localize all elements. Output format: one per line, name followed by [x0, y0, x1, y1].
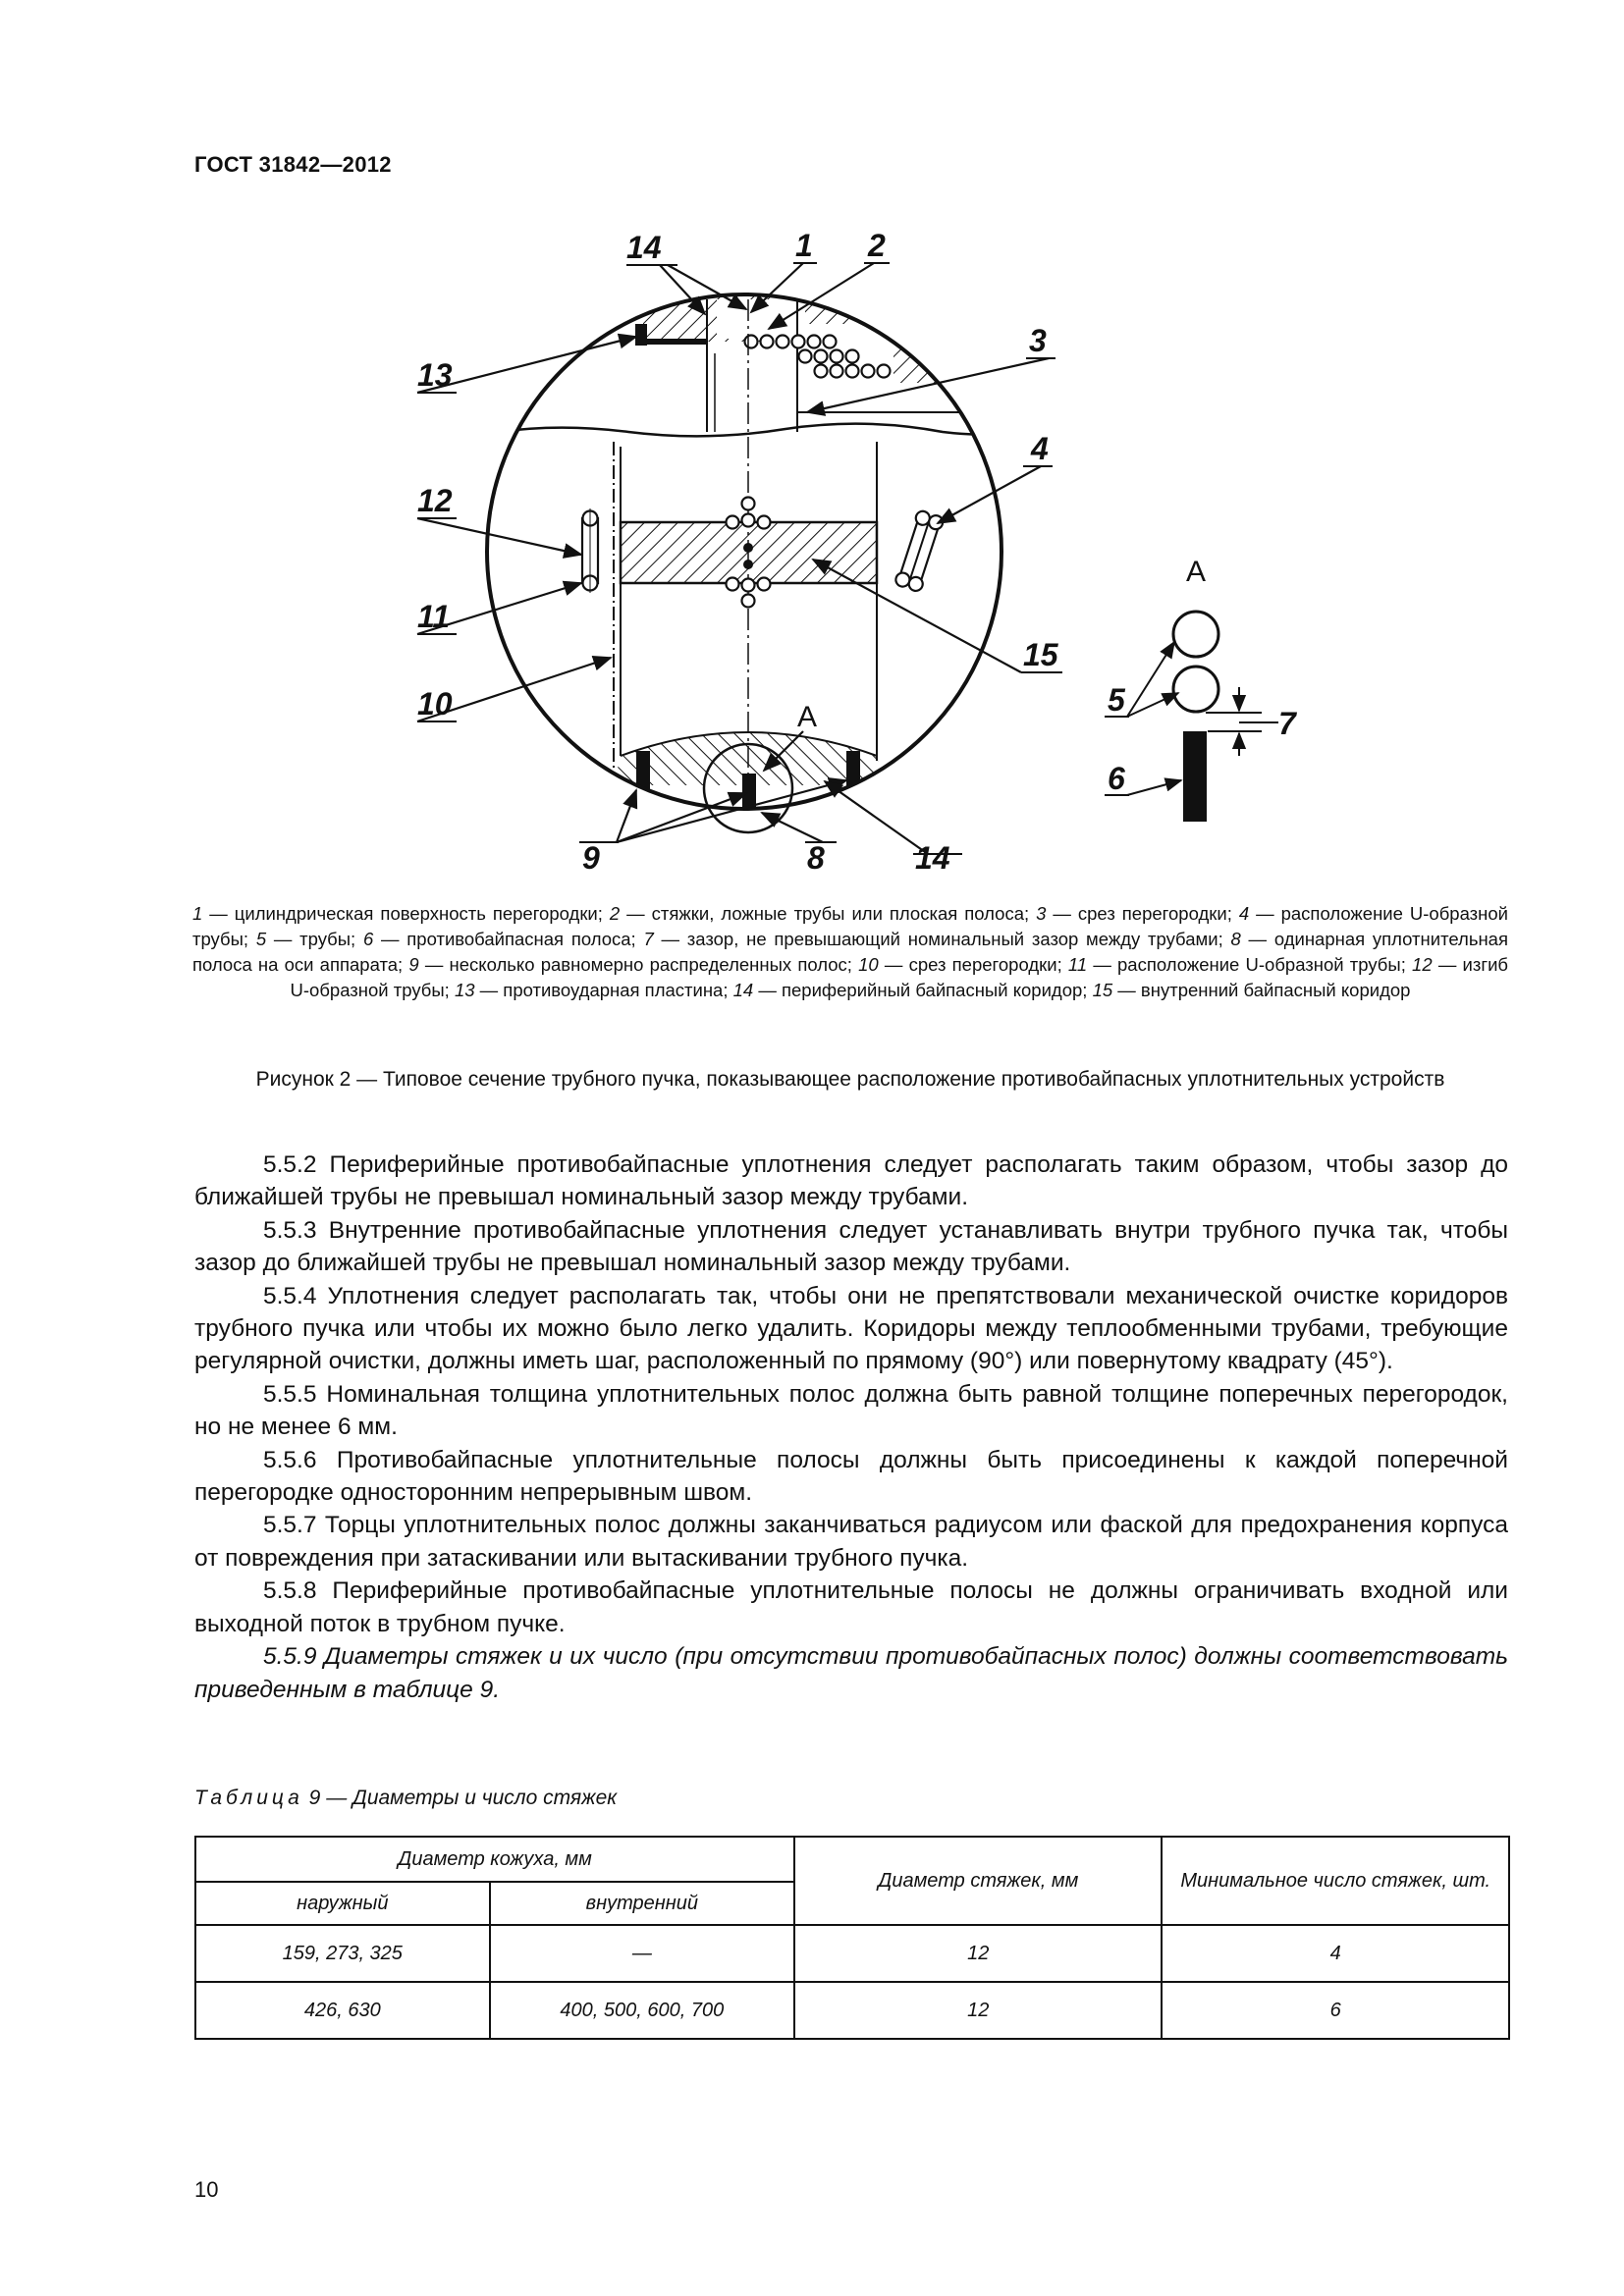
legend-text: — трубы; [266, 929, 363, 949]
table-9 [194, 1836, 1510, 2040]
header-outer: наружный [195, 1882, 490, 1925]
legend-text: — срез перегородки; [878, 954, 1068, 975]
detail-tube-upper [1173, 612, 1218, 657]
legend-text: — срез перегородки; [1046, 903, 1239, 924]
legend-number: 9 [408, 954, 419, 975]
legend-number: 6 [362, 929, 374, 949]
callout-11: 11 [417, 599, 451, 634]
cell-min-count: 4 [1162, 1925, 1509, 1982]
figure-legend [192, 901, 1508, 1003]
legend-number: 11 [1067, 954, 1088, 975]
callout-14-top: 14 [626, 230, 662, 265]
legend-number: 3 [1036, 903, 1047, 924]
header-inner: внутренний [490, 1882, 795, 1925]
table-title [194, 1787, 617, 1810]
paragraph: 5.5.6 Противобайпасные уплотнительные полосы должны быть присоединены к каждой поперечной перегородке односторонним непрерывным швом. [194, 1446, 1508, 1507]
callout-9: 9 [582, 840, 600, 876]
table-title-label: Таблица [194, 1787, 303, 1809]
table-row [195, 1982, 1509, 2039]
legend-number: 13 [454, 980, 475, 1000]
u-tube-right [894, 509, 945, 593]
paragraph: 5.5.3 Внутренние противобайпасные уплотнения следует устанавливать внутри трубного пучка так, чтобы зазор до ближайшей трубы не превышал номинальный зазор между трубами. [194, 1216, 1508, 1277]
header-shell-diameter: Диаметр кожуха, мм [195, 1837, 794, 1882]
cell-inner: 400, 500, 600, 700 [490, 1982, 795, 2039]
detail-sealing-strip [1183, 731, 1207, 822]
legend-text: — стяжки, ложные трубы или плоская полоса; [620, 903, 1037, 924]
body-text [194, 1148, 1508, 1706]
legend-number: 15 [1092, 980, 1113, 1000]
callout-14-bottom: 14 [915, 840, 950, 876]
callout-5: 5 [1108, 682, 1125, 718]
detail-a-mark: A [797, 701, 818, 733]
impingement-plate [635, 324, 647, 346]
callout-2: 2 [868, 228, 886, 263]
legend-number: 10 [858, 954, 879, 975]
legend-number: 1 [192, 903, 203, 924]
legend-text: — противоударная пластина; [474, 980, 733, 1000]
legend-text: — цилиндрическая поверхность перегородки; [202, 903, 610, 924]
callout-7: 7 [1278, 706, 1296, 741]
cell-outer: 426, 630 [195, 1982, 490, 2039]
legend-text: — расположение U-образной трубы; [192, 903, 1508, 949]
tube-bundle-section-figure [0, 0, 1624, 893]
legend-number: 7 [643, 929, 654, 949]
paragraph: 5.5.5 Номинальная толщина уплотнительных полос должна быть равной толщине поперечных перегородок, но не менее 6 мм. [194, 1380, 1508, 1441]
paragraph: 5.5.2 Периферийные противобайпасные уплотнения следует располагать таким образом, чтобы зазор до ближайшей трубы не превышал номинальный зазор между трубами. [194, 1151, 1508, 1211]
detail-a-title: A [1186, 556, 1207, 588]
legend-number: 4 [1238, 903, 1250, 924]
document-header: ГОСТ 31842—2012 [194, 152, 392, 177]
callout-6: 6 [1108, 761, 1125, 796]
legend-text: — несколько равномерно распределенных полос; [418, 954, 859, 975]
legend-text: — периферийный байпасный коридор; [753, 980, 1093, 1000]
detail-a-view [1105, 556, 1298, 822]
callout-8: 8 [807, 840, 825, 876]
callout-12: 12 [417, 483, 453, 518]
legend-text: — расположение U-образной трубы; [1087, 954, 1413, 975]
legend-text: — противобайпасная полоса; [373, 929, 644, 949]
table-row [195, 1925, 1509, 1982]
header-min-count: Минимальное число стяжек, шт. [1162, 1837, 1509, 1925]
detail-tube-lower [1173, 667, 1218, 712]
callout-15: 15 [1023, 637, 1058, 672]
header-tie-diameter: Диаметр стяжек, мм [794, 1837, 1162, 1925]
callout-4: 4 [1031, 431, 1049, 466]
cell-inner: — [490, 1925, 795, 1982]
table-title-rest: 9 — Диаметры и число стяжек [302, 1787, 618, 1809]
baffle-cut-line [481, 424, 1011, 437]
u-tube-left [582, 508, 598, 593]
legend-text: — внутренний байпасный коридор [1112, 980, 1411, 1000]
legend-number: 5 [255, 929, 267, 949]
legend-text: — изгиб U-образной трубы; [290, 954, 1509, 1000]
legend-number: 14 [732, 980, 754, 1000]
legend-number: 8 [1230, 929, 1241, 949]
callout-3: 3 [1029, 323, 1047, 358]
paragraph: 5.5.8 Периферийные противобайпасные уплотнительные полосы не должны ограничивать входной или выходной поток в трубном пучке. [194, 1577, 1508, 1637]
cell-tie-diameter: 12 [794, 1982, 1162, 2039]
figure-title: Рисунок 2 — Типовое сечение трубного пучка, показывающее расположение противобайпасных уплотнительных устройств [255, 1068, 1445, 1091]
paragraph: 5.5.9 Диаметры стяжек и их число (при отсутствии противобайпасных полос) должны соответствовать приведенным в таблице 9. [194, 1643, 1508, 1703]
callout-13: 13 [417, 357, 453, 393]
callout-1: 1 [795, 228, 813, 263]
legend-text: — одинарная уплотнительная полоса на оси аппарата; [192, 929, 1508, 975]
callout-10: 10 [417, 686, 453, 721]
cell-outer: 159, 273, 325 [195, 1925, 490, 1982]
paragraph: 5.5.4 Уплотнения следует располагать так, чтобы они не препятствовали механической очистке коридоров трубного пучка или чтобы их можно было легко удалить. Коридоры между теплообменными трубами, требующие регулярной очистки, должны иметь шаг, расположенный по прямому (90°) или повернутому квадрату (45°). [194, 1282, 1508, 1375]
legend-text: — зазор, не превышающий номинальный зазор между трубами; [653, 929, 1231, 949]
cell-tie-diameter: 12 [794, 1925, 1162, 1982]
page-number: 10 [194, 2177, 219, 2202]
paragraph: 5.5.7 Торцы уплотнительных полос должны заканчиваться радиусом или фаской для предохранения корпуса от повреждения при затаскивании или вытаскивании трубного пучка. [194, 1512, 1508, 1572]
cell-min-count: 6 [1162, 1982, 1509, 2039]
legend-number: 2 [609, 903, 621, 924]
legend-number: 12 [1412, 954, 1433, 975]
